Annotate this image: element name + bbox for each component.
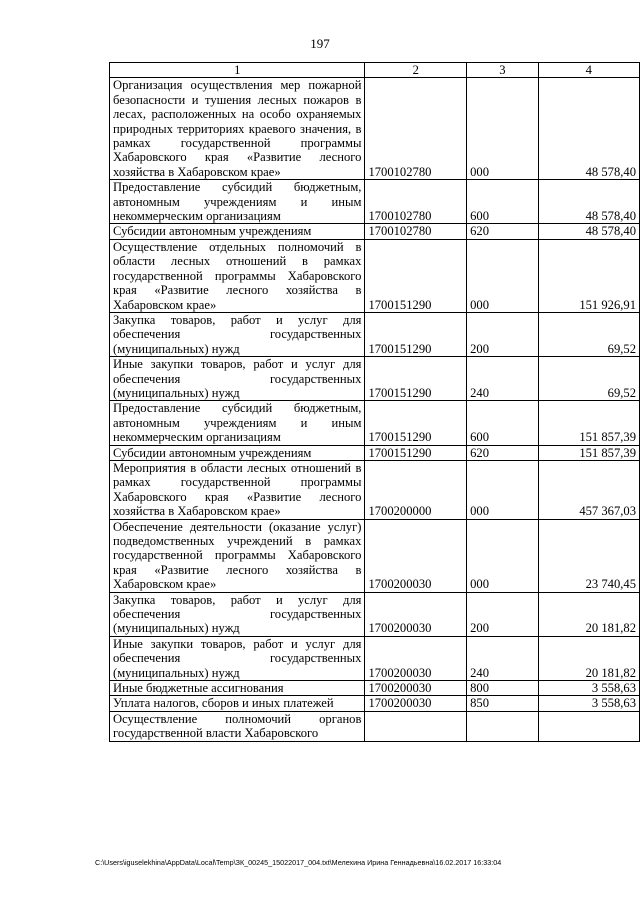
row-name: Субсидии автономным учреждениям — [110, 445, 365, 460]
row-sum: 3 558,63 — [538, 696, 639, 711]
budget-table — [109, 62, 640, 742]
table-row — [110, 78, 640, 180]
column-header-1: 1 — [110, 63, 365, 78]
row-code: 1700200000 — [365, 460, 467, 519]
row-kvr: 600 — [467, 401, 539, 445]
row-kvr: 620 — [467, 445, 539, 460]
row-code: 1700151290 — [365, 445, 467, 460]
row-code: 1700200030 — [365, 592, 467, 636]
table-row — [110, 180, 640, 224]
row-name: Иные закупки товаров, работ и услуг для обеспечения государственных (муниципальных) нужд — [110, 636, 365, 680]
row-code: 1700200030 — [365, 681, 467, 696]
row-sum: 69,52 — [538, 312, 639, 356]
row-kvr: 200 — [467, 592, 539, 636]
row-sum: 48 578,40 — [538, 78, 639, 180]
row-name: Иные закупки товаров, работ и услуг для обеспечения государственных (муниципальных) нужд — [110, 357, 365, 401]
row-code: 1700102780 — [365, 78, 467, 180]
table-row — [110, 519, 640, 592]
row-name: Иные бюджетные ассигнования — [110, 681, 365, 696]
row-sum: 23 740,45 — [538, 519, 639, 592]
row-kvr: 600 — [467, 180, 539, 224]
column-header-3: 3 — [467, 63, 539, 78]
row-name: Осуществление полномочий органов государственной власти Хабаровского — [110, 711, 365, 741]
row-sum: 151 857,39 — [538, 401, 639, 445]
row-name: Мероприятия в области лесных отношений в рамках государственной программы Хабаровского края «Развитие лесного хозяйства в Хабаровском крае» — [110, 460, 365, 519]
row-kvr: 620 — [467, 224, 539, 239]
column-header-2: 2 — [365, 63, 467, 78]
row-code: 1700151290 — [365, 401, 467, 445]
row-code: 1700200030 — [365, 519, 467, 592]
row-code: 1700102780 — [365, 180, 467, 224]
row-kvr: 850 — [467, 696, 539, 711]
table-row — [110, 711, 640, 741]
row-name: Субсидии автономным учреждениям — [110, 224, 365, 239]
row-sum: 20 181,82 — [538, 636, 639, 680]
table-row — [110, 460, 640, 519]
table-header-row — [110, 63, 640, 78]
row-code: 1700151290 — [365, 312, 467, 356]
table-row — [110, 357, 640, 401]
table-row — [110, 636, 640, 680]
row-kvr: 000 — [467, 460, 539, 519]
row-sum: 3 558,63 — [538, 681, 639, 696]
row-name: Предоставление субсидий бюджетным, автономным учреждениям и иным некоммерческим организациям — [110, 180, 365, 224]
row-kvr: 200 — [467, 312, 539, 356]
row-sum — [538, 711, 639, 741]
row-sum: 457 367,03 — [538, 460, 639, 519]
table-row — [110, 312, 640, 356]
row-code — [365, 711, 467, 741]
table-row — [110, 401, 640, 445]
row-kvr: 000 — [467, 78, 539, 180]
row-name: Уплата налогов, сборов и иных платежей — [110, 696, 365, 711]
row-name: Обеспечение деятельности (оказание услуг) подведомственных учреждений в рамках государственной программы Хабаровского края «Развитие лесного хозяйства в Хабаровском крае» — [110, 519, 365, 592]
row-kvr: 800 — [467, 681, 539, 696]
table-row — [110, 239, 640, 312]
row-sum: 69,52 — [538, 357, 639, 401]
row-code: 1700200030 — [365, 636, 467, 680]
table-row — [110, 681, 640, 696]
table-row — [110, 224, 640, 239]
column-header-4: 4 — [538, 63, 639, 78]
row-code: 1700102780 — [365, 224, 467, 239]
row-code: 1700151290 — [365, 357, 467, 401]
file-path-footer: C:\Users\iguselekhina\AppData\Local\Temp\ЗК_00245_15022017_004.txt\Мелехина Ирина Геннадьевна\16.02.2017 16:33:04 — [95, 858, 502, 867]
row-kvr: 000 — [467, 239, 539, 312]
row-sum: 20 181,82 — [538, 592, 639, 636]
row-name: Предоставление субсидий бюджетным, автономным учреждениям и иным некоммерческим организациям — [110, 401, 365, 445]
row-kvr: 240 — [467, 636, 539, 680]
row-name: Закупка товаров, работ и услуг для обеспечения государственных (муниципальных) нужд — [110, 592, 365, 636]
row-sum: 151 926,91 — [538, 239, 639, 312]
table-row — [110, 445, 640, 460]
table-row — [110, 592, 640, 636]
row-sum: 48 578,40 — [538, 180, 639, 224]
row-name: Закупка товаров, работ и услуг для обеспечения государственных (муниципальных) нужд — [110, 312, 365, 356]
row-kvr: 240 — [467, 357, 539, 401]
row-name: Осуществление отдельных полномочий в области лесных отношений в рамках государственной программы Хабаровского края «Развитие лесного хозяйства в Хабаровском крае» — [110, 239, 365, 312]
row-kvr: 000 — [467, 519, 539, 592]
row-code: 1700200030 — [365, 696, 467, 711]
row-sum: 48 578,40 — [538, 224, 639, 239]
row-kvr — [467, 711, 539, 741]
row-name: Организация осуществления мер пожарной безопасности и тушения лесных пожаров в лесах, расположенных на особо охраняемых природных территориях краевого значения, в рамках государственной программы Хабаровского края «Развитие лесного хозяйства в Хабаровском крае» — [110, 78, 365, 180]
table-row — [110, 696, 640, 711]
row-sum: 151 857,39 — [538, 445, 639, 460]
row-code: 1700151290 — [365, 239, 467, 312]
page-number: 197 — [310, 36, 330, 51]
